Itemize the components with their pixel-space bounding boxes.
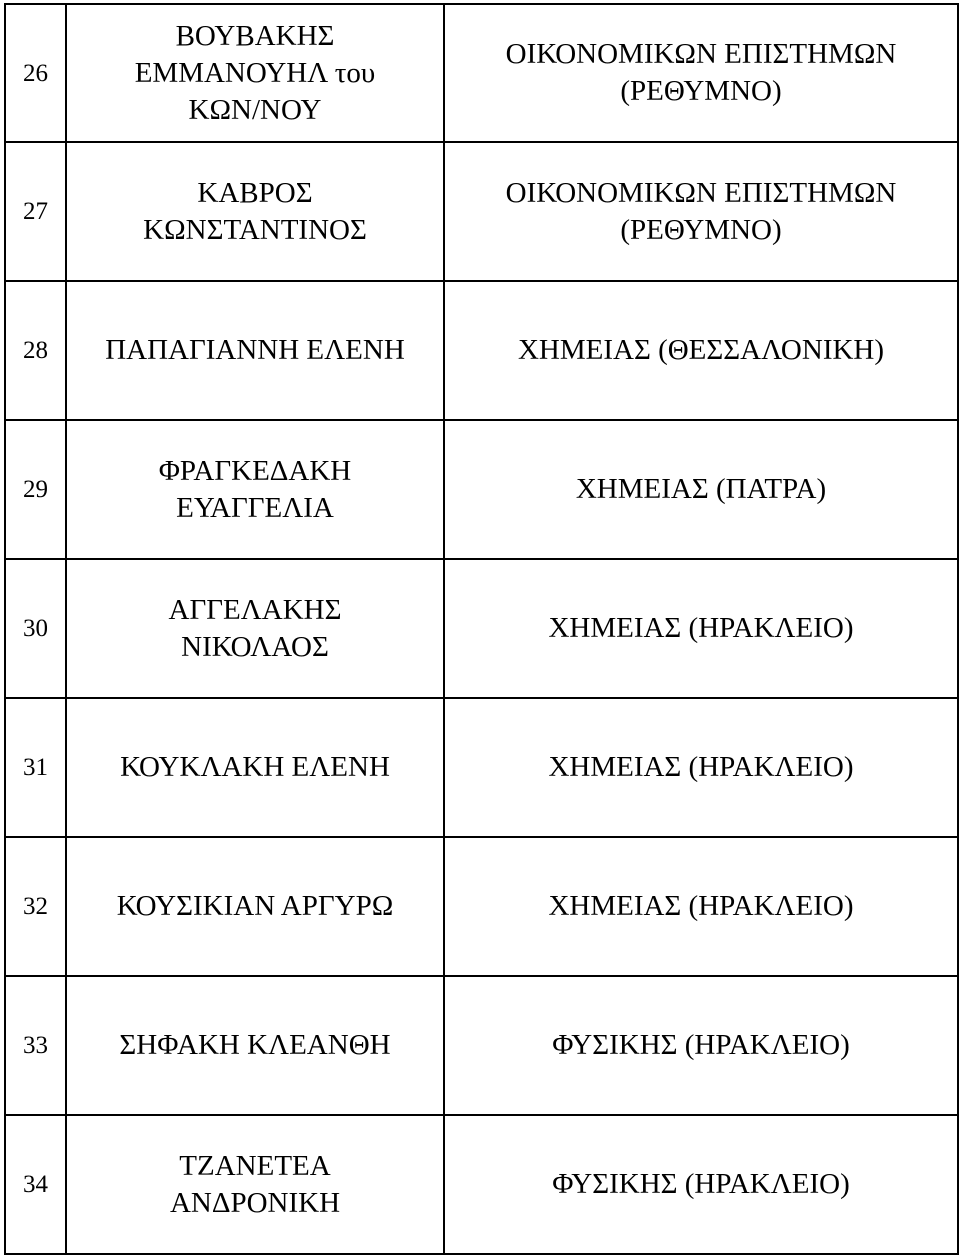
department: [444, 1115, 958, 1254]
row-number: 33: [5, 976, 66, 1115]
row-number: 32: [5, 837, 66, 976]
table-row: [5, 142, 958, 281]
row-number: 26: [5, 4, 66, 142]
department-line: ΧΗΜΕΙΑΣ (ΗΡΑΚΛΕΙΟ): [548, 751, 854, 783]
name-line: ΚΟΥΚΛΑΚΗ ΕΛΕΝΗ: [120, 751, 390, 783]
name-line: ΠΑΠΑΓΙΑΝΝΗ ΕΛΕΝΗ: [105, 334, 405, 366]
table-row: [5, 1115, 958, 1254]
name-line: ΤΖΑΝΕΤΕΑ: [179, 1149, 331, 1182]
results-table: [4, 3, 959, 1255]
table-row: [5, 559, 958, 698]
student-name: [66, 1115, 444, 1254]
student-name: [66, 976, 444, 1115]
row-number: 29: [5, 420, 66, 559]
table-row: [5, 420, 958, 559]
name-line: ΕΜΜΑΝΟΥΗΛ του: [134, 56, 376, 89]
table-row: [5, 698, 958, 837]
name-line: ΑΝΔΡΟΝΙΚΗ: [169, 1186, 341, 1219]
name-line: ΚΩΝΣΤΑΝΤΙΝΟΣ: [143, 213, 367, 246]
department-line: ΦΥΣΙΚΗΣ (ΗΡΑΚΛΕΙΟ): [552, 1029, 850, 1061]
name-line: ΑΓΓΕΛΑΚΗΣ: [168, 593, 342, 626]
student-name: [66, 837, 444, 976]
department: [444, 698, 958, 837]
department: [444, 420, 958, 559]
table-row: [5, 4, 958, 142]
row-number: 31: [5, 698, 66, 837]
department-line: ΦΥΣΙΚΗΣ (ΗΡΑΚΛΕΙΟ): [552, 1168, 850, 1200]
student-name: [66, 4, 444, 142]
department-line: ΧΗΜΕΙΑΣ (ΘΕΣΣΑΛΟΝΙΚΗ): [517, 334, 885, 366]
name-line: ΝΙΚΟΛΑΟΣ: [181, 630, 329, 663]
student-name: [66, 281, 444, 420]
row-number: 28: [5, 281, 66, 420]
department: [444, 281, 958, 420]
student-name: [66, 420, 444, 559]
name-line: ΕΥΑΓΓΕΛΙΑ: [176, 491, 334, 524]
name-line: ΣΗΦΑΚΗ ΚΛΕΑΝΘΗ: [119, 1029, 391, 1061]
table-row: [5, 837, 958, 976]
department-line: ΟΙΚΟΝΟΜΙΚΩΝ ΕΠΙΣΤΗΜΩΝ: [505, 38, 897, 70]
student-name: [66, 142, 444, 281]
table-row: [5, 976, 958, 1115]
row-number: 27: [5, 142, 66, 281]
name-line: ΦΡΑΓΚΕΔΑΚΗ: [158, 454, 352, 487]
department: [444, 559, 958, 698]
name-line: ΒΟΥΒΑΚΗΣ: [175, 19, 335, 52]
student-name: [66, 698, 444, 837]
department-line: ΧΗΜΕΙΑΣ (ΗΡΑΚΛΕΙΟ): [548, 890, 854, 922]
department: [444, 976, 958, 1115]
department: [444, 4, 958, 142]
results-table-body: [5, 4, 958, 1254]
name-line: ΚΟΥΣΙΚΙΑΝ ΑΡΓΥΡΩ: [116, 890, 394, 922]
department-line: ΧΗΜΕΙΑΣ (ΗΡΑΚΛΕΙΟ): [548, 612, 854, 644]
name-line: ΚΑΒΡΟΣ: [197, 176, 313, 209]
row-number: 30: [5, 559, 66, 698]
student-name: [66, 559, 444, 698]
department: [444, 837, 958, 976]
table-row: [5, 281, 958, 420]
department-line: ΟΙΚΟΝΟΜΙΚΩΝ ΕΠΙΣΤΗΜΩΝ: [505, 176, 897, 209]
department-line: (ΡΕΘΥΜΝΟ): [620, 75, 782, 107]
department: [444, 142, 958, 281]
name-line: ΚΩΝ/ΝΟΥ: [188, 93, 322, 126]
row-number: 34: [5, 1115, 66, 1254]
department-line: ΧΗΜΕΙΑΣ (ΠΑΤΡΑ): [575, 473, 827, 505]
department-line: (ΡΕΘΥΜΝΟ): [620, 213, 782, 246]
